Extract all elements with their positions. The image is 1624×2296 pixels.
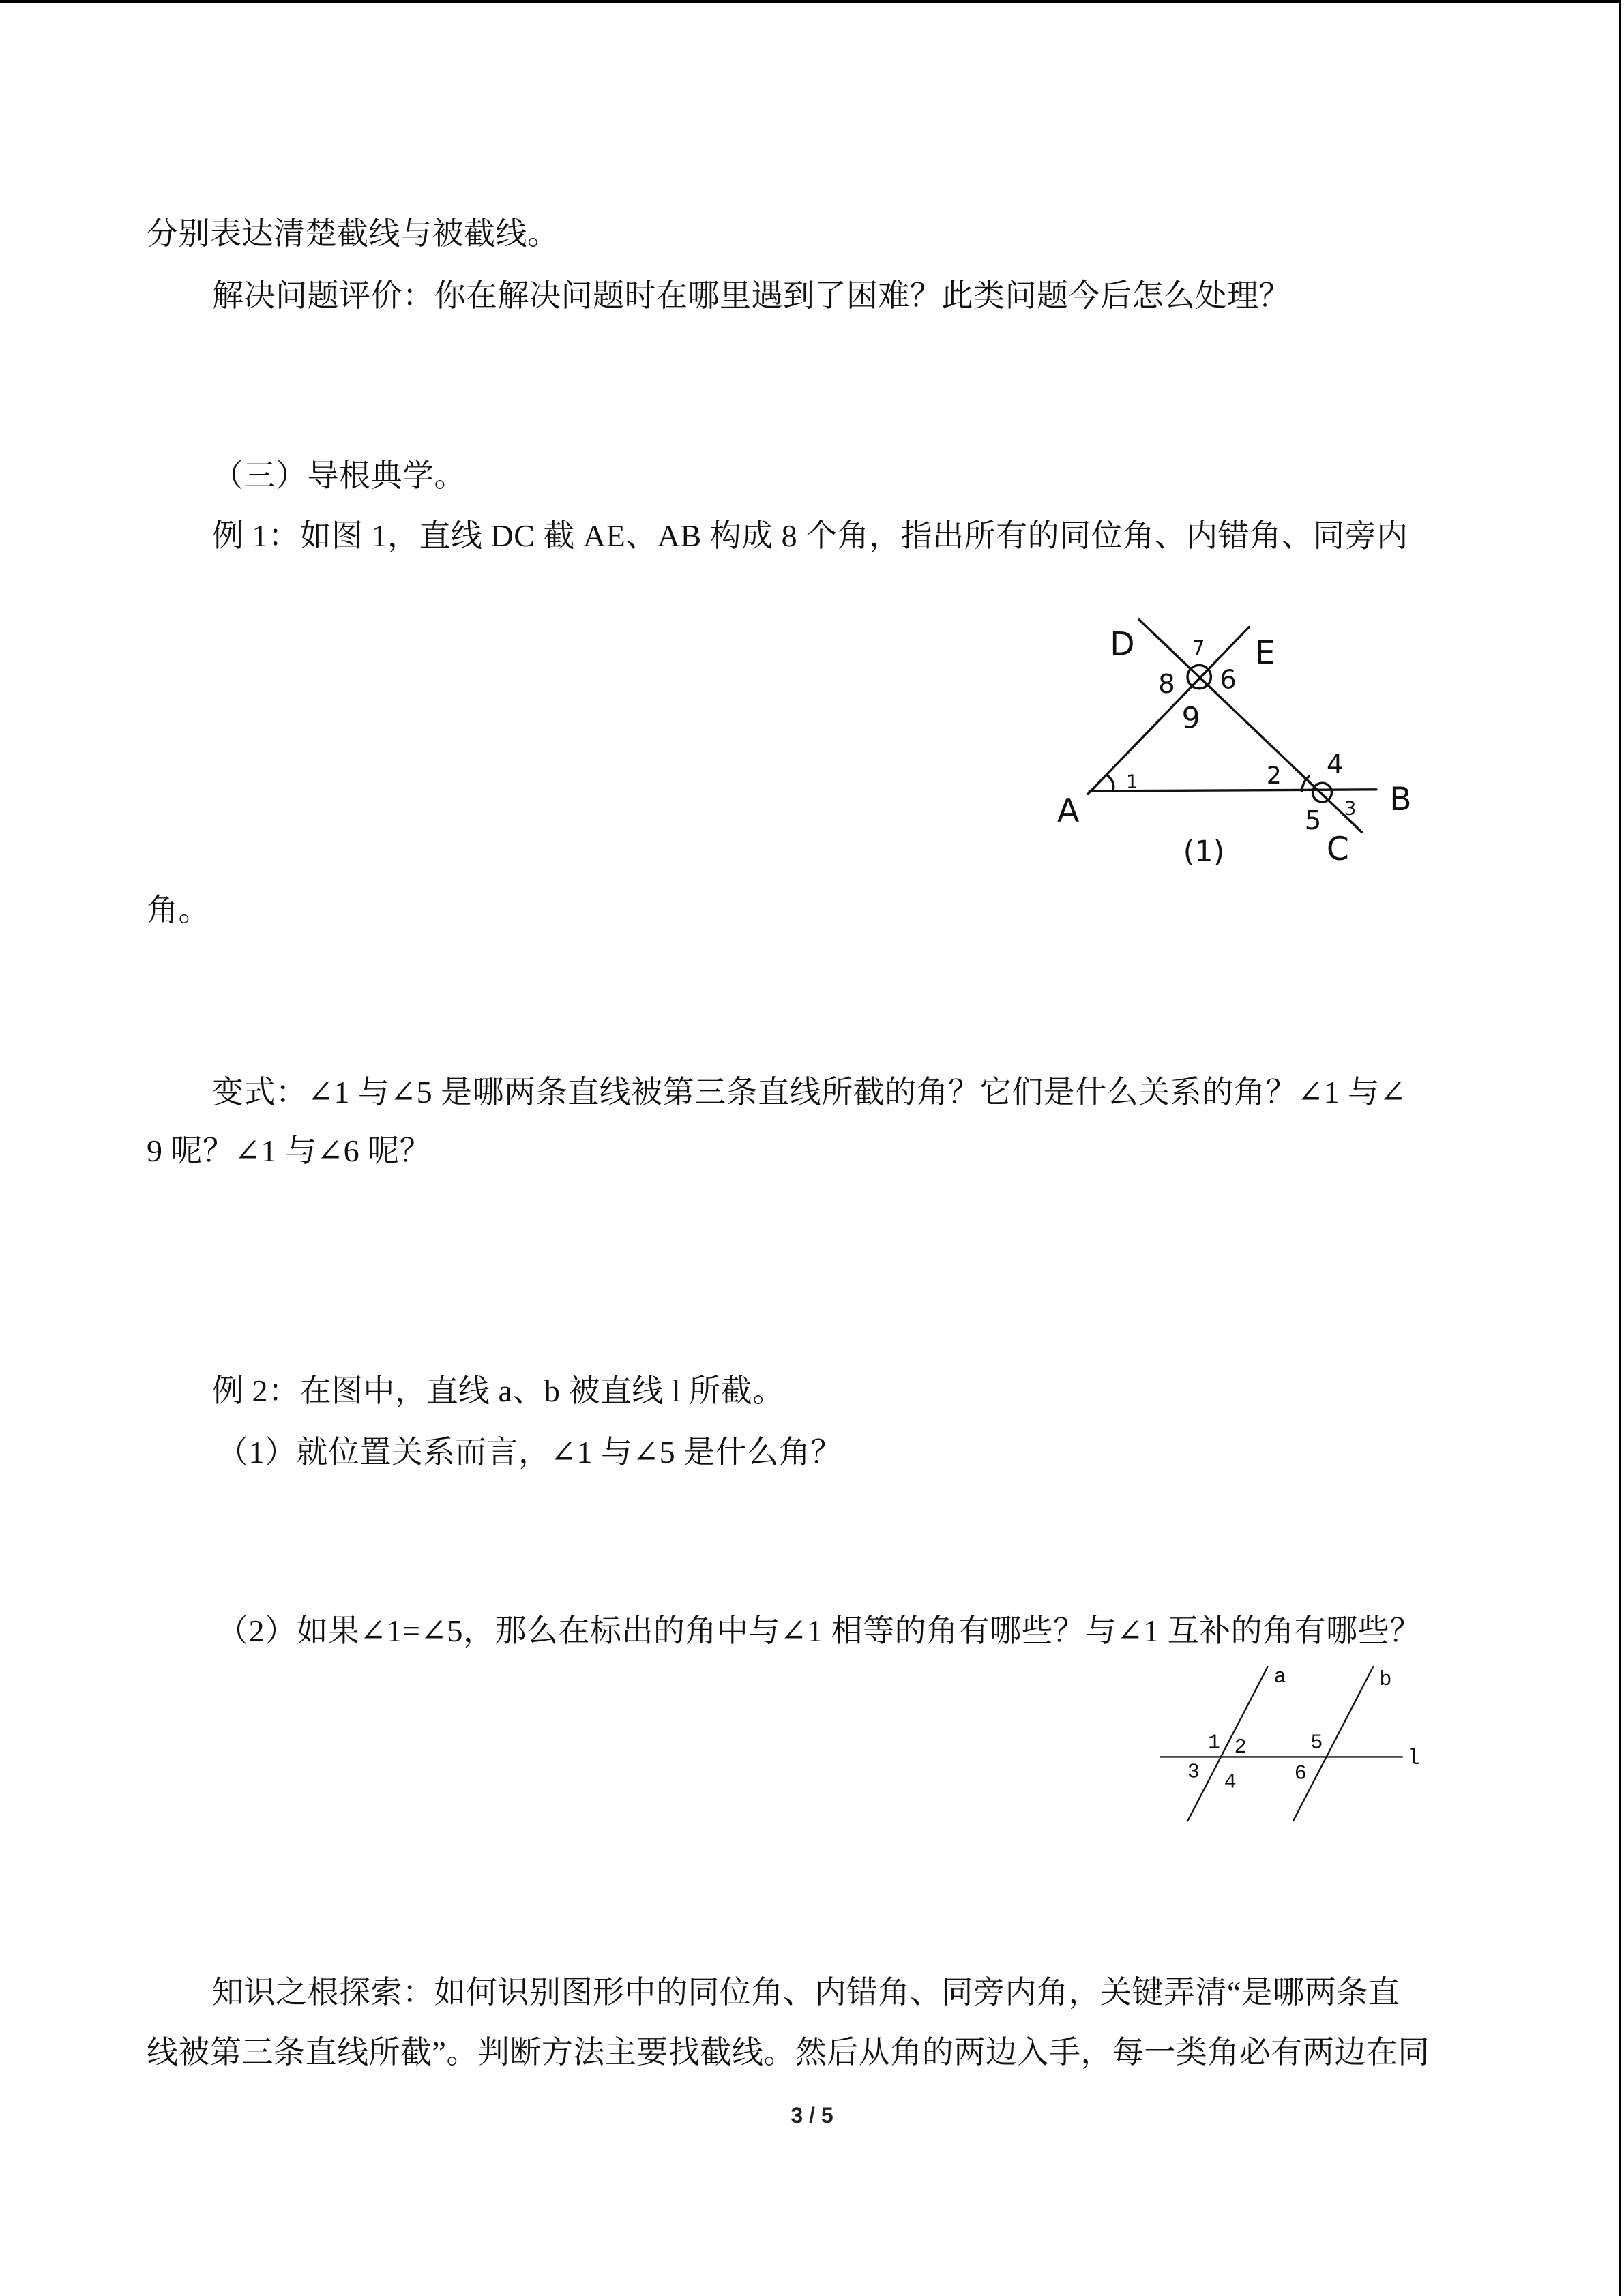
point-label-c: C [1326,830,1349,868]
knowledge-root-text-continued: 线被第三条直线所截”。判断方法主要找截线。然后从角的两边入手，每一类角必有两边在同 [147,2035,1430,2070]
example-2-text: 例 2：在图中，直线 a、b 被直线 l 所截。 [212,1373,784,1408]
angle-label-1: 1 [1125,770,1138,793]
figure-2-diagram [1149,1654,1435,1830]
point-label-e: E [1254,634,1275,672]
example-2-question-2: （2）如果∠1=∠5，那么在标出的角中与∠1 相等的角有哪些？与∠1 互补的角有哪些？ [217,1613,1421,1648]
variant-question: 变式：∠1 与∠5 是哪两条直线被第三条直线所截的角？它们是什么关系的角？∠1 与∠ [212,1075,1406,1109]
section-heading: （三）导根典学。 [212,458,466,493]
line-label-l: l [1407,1746,1421,1772]
angle-label-4: 4 [1224,1771,1237,1795]
example-1-text: 例 1：如图 1，直线 DC 截 AE、AB 构成 8 个角，指出所有的同位角、内错角、同旁内 [212,518,1408,553]
angle-label-1: 1 [1207,1731,1221,1755]
angle-marker-right [1313,783,1332,802]
figure-1-caption: (1) [1183,834,1225,869]
knowledge-root-text: 知识之根探索：如何识别图形中的同位角、内错角、同旁内角，关键弄清“是哪两条直 [212,1975,1400,2010]
angle-label-6: 6 [1294,1762,1307,1786]
angle-label-9: 9 [1181,701,1200,736]
point-label-b: B [1389,780,1412,818]
line-a [1187,1666,1268,1821]
line-b [1293,1666,1374,1821]
text-line-1: 分别表达清楚截线与被截线。 [147,216,559,251]
variant-question-continued: 9 呢？∠1 与∠6 呢？ [147,1133,432,1168]
example-2-question-1: （1）就位置关系而言，∠1 与∠5 是什么角？ [217,1435,842,1470]
line-label-a: a [1273,1665,1286,1689]
angle-label-3: 3 [1187,1761,1200,1785]
example-1-text-continued: 角。 [147,893,210,927]
angle-marker-a [1107,775,1114,791]
angle-label-5: 5 [1310,1731,1323,1755]
line-label-b: b [1379,1669,1392,1693]
point-label-a: A [1057,792,1080,831]
angle-label-6: 6 [1220,664,1237,696]
angle-label-7: 7 [1192,636,1205,661]
angle-label-8: 8 [1158,669,1175,700]
figure-1-diagram [1047,593,1428,879]
angle-label-2: 2 [1234,1736,1247,1760]
angle-label-2: 2 [1266,762,1282,790]
page-number: 3 / 5 [791,2103,833,2128]
point-label-d: D [1110,625,1135,664]
angle-label-3: 3 [1344,796,1357,820]
text-line-2: 解决问题评价：你在解决问题时在哪里遇到了困难？此类问题今后怎么处理？ [212,278,1290,313]
angle-label-5: 5 [1304,805,1322,836]
angle-label-4: 4 [1326,749,1344,781]
